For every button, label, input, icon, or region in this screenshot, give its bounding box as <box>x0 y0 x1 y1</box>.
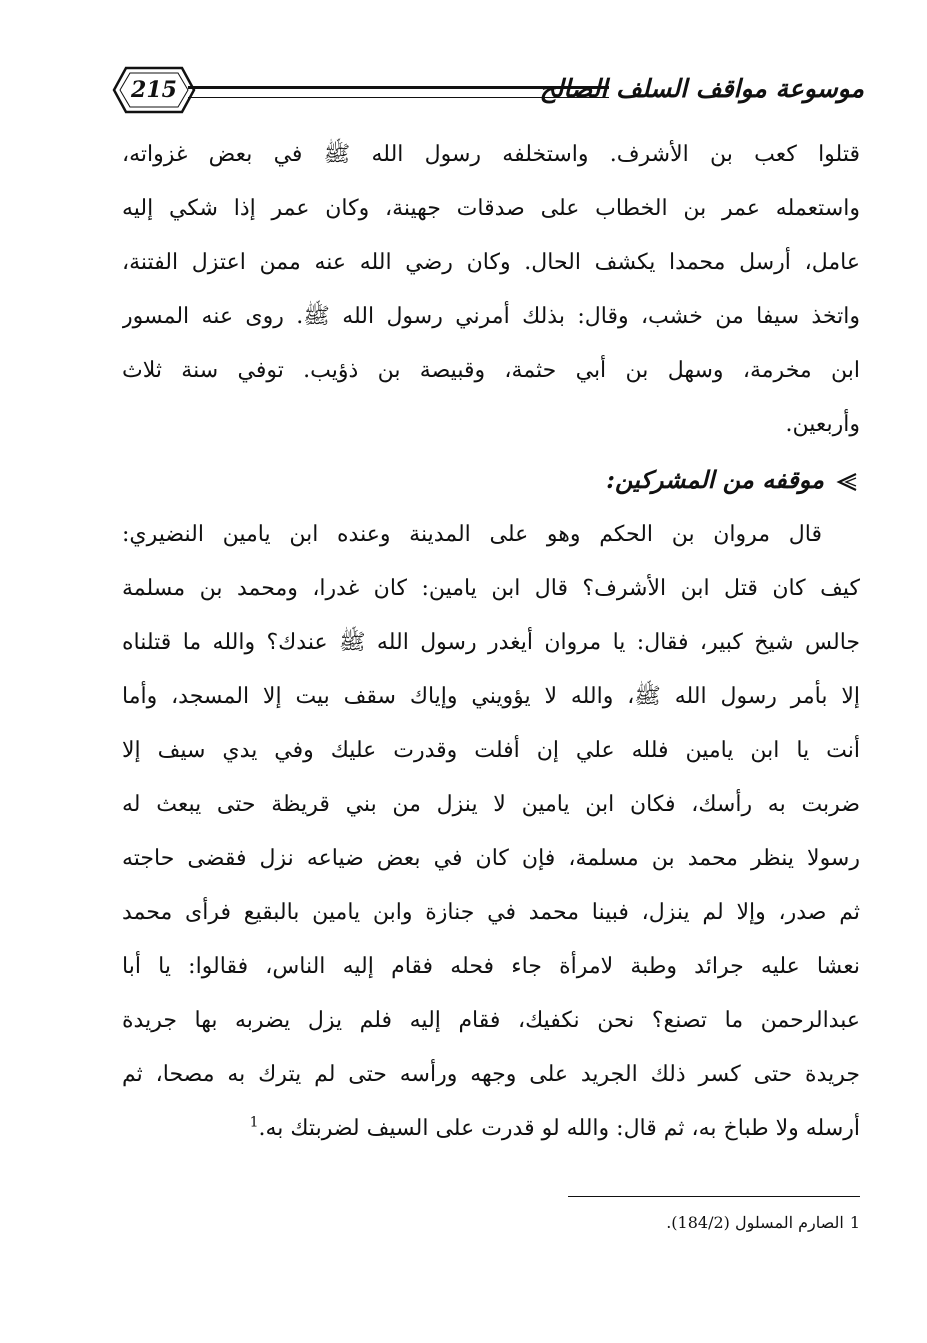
section-heading <box>122 452 860 508</box>
text-line: كيف كان قتل ابن الأشرف؟ قال ابن يامين: كان غدرا، ومحمد بن مسلمة <box>122 576 860 601</box>
text-line: نعشا عليه جرائد وطبة لامرأة جاء فحله فقام إليه الناس، فقالوا: يا أبا <box>122 954 860 979</box>
body-text <box>122 128 860 1156</box>
book-title: موسوعة مواقف السلف الصالح <box>539 74 864 103</box>
text-line: رسولا ينظر محمد بن مسلمة، فإن كان في بعض ضياعه نزل فقضى حاجته <box>122 846 860 871</box>
page-header <box>112 60 864 120</box>
text-line: وأربعين. <box>785 412 860 437</box>
text-line: جريدة حتى كسر ذلك الجريد على وجهه ورأسه حتى لم يترك به مصحا، ثم <box>122 1062 860 1087</box>
text-line: قال مروان بن الحكم وهو على المدينة وعنده ابن يامين النضيري: <box>122 522 822 547</box>
text-line: إلا بأمر رسول الله ﷺ، والله لا يؤويني وإياك سقف بيت إلا المسجد، وأما <box>122 684 860 709</box>
text-line: عبدالرحمن ما تصنع؟ نحن نكفيك، فقام إليه فلم يزل يضربه بها جريدة <box>122 1008 860 1033</box>
text-line: أنت يا ابن يامين فلله علي إن أفلت وقدرت عليك وفي يدي سيف إلا <box>122 738 860 763</box>
footnote <box>260 1208 860 1238</box>
text-line: ضربت به رأسك، فكان ابن يامين لا ينزل من بني قريظة حتى يبعث له <box>122 792 860 817</box>
arrow-marker-icon <box>836 471 858 493</box>
text-line: قتلوا كعب بن الأشرف. واستخلفه رسول الله ﷺ في بعض غزواته، <box>122 142 860 167</box>
footnote-reference[interactable]: 1 <box>249 1114 259 1131</box>
text-line: ثم صدر، وإلا لم ينزل، فبينا محمد في جنازة وابن يامين بالبقيع فرأى محمد <box>122 900 860 925</box>
footnote-divider <box>568 1196 860 1197</box>
text-line: أرسله ولا طباخ به، ثم قال: والله لو قدرت على السيف لضربتك به. <box>258 1116 860 1141</box>
text-line: ابن مخرمة، وسهل بن أبي حثمة، وقبيصة بن ذؤيب. توفي سنة ثلاث <box>122 358 860 383</box>
text-line: جالس شيخ كبير، فقال: يا مروان أيغدر رسول الله ﷺ عندك؟ والله ما قتلناه <box>122 630 860 655</box>
footnote-text: الصارم المسلول (184/2). <box>666 1213 844 1232</box>
page-number-badge <box>112 64 196 116</box>
page-number: 215 <box>131 77 177 103</box>
text-line-with-footnote <box>122 1102 860 1156</box>
text-line: واتخذ سيفا من خشب، وقال: بذلك أمرني رسول الله ﷺ. روى عنه المسور <box>122 304 860 329</box>
footnote-number: 1 <box>849 1213 860 1232</box>
text-line: عامل، أرسل محمدا يكشف الحال. وكان رضي الله عنه ممن اعتزل الفتنة، <box>122 250 860 275</box>
section-heading-text: موقفه من المشركين: <box>606 465 824 494</box>
text-line: واستعمله عمر بن الخطاب على صدقات جهينة، وكان عمر إذا شكي إليه <box>122 196 860 221</box>
